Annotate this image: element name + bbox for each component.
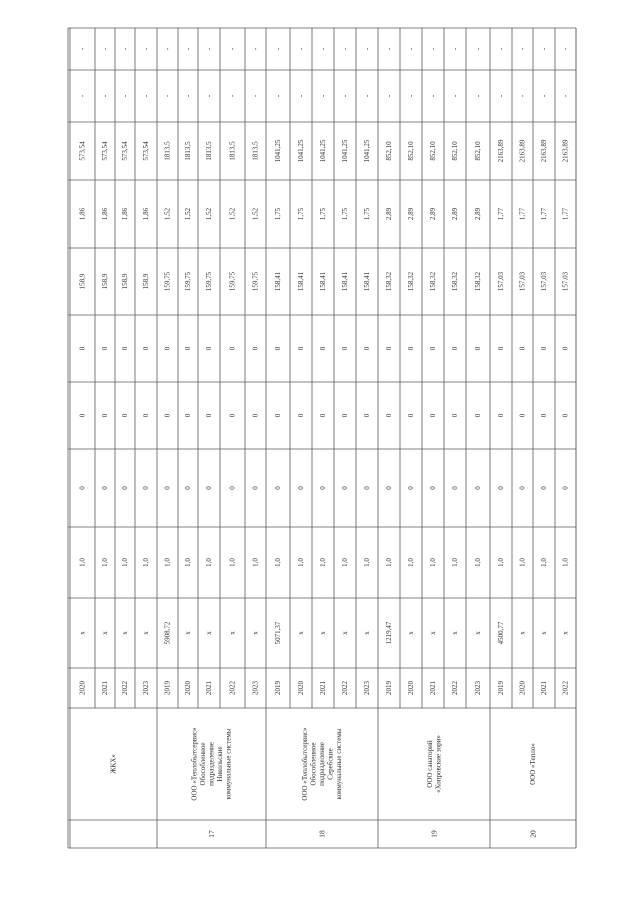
table-cell: 158,41 [319, 271, 327, 292]
table-cell: 0 [274, 346, 282, 351]
table-cell: 2020 [518, 681, 527, 695]
table-cell: - [474, 94, 482, 98]
table-cell: - [518, 47, 527, 51]
table-cell: 0 [540, 346, 548, 351]
table-cell: 2023 [474, 681, 482, 695]
table-cell: 2020 [78, 681, 87, 695]
table-cell: 1,0 [540, 558, 548, 567]
table-cell: - [540, 47, 548, 51]
table-cell: 1041,25 [341, 139, 349, 163]
table-cell: 2,89 [429, 207, 437, 221]
table-cell: 1,52 [184, 207, 192, 221]
table-cell: 0 [251, 413, 260, 418]
table-cell: x [518, 631, 527, 635]
table-cell: x [121, 631, 129, 635]
table-cell: 2022 [451, 681, 459, 695]
table-cell: 1,0 [142, 558, 150, 567]
table-cell: 0 [429, 413, 437, 418]
table-cell: 2163,89 [540, 139, 548, 163]
table-cell: 0 [101, 413, 109, 418]
table-cell: 0 [251, 346, 260, 351]
table-cell: 1,86 [101, 207, 109, 221]
table-cell: 1,0 [497, 558, 505, 567]
table-cell: 158,41 [297, 271, 305, 292]
table-cell: 1,0 [385, 558, 393, 567]
table-cell: 2022 [228, 681, 237, 695]
table-cell: 0 [274, 413, 282, 418]
table-cell: 0 [474, 346, 482, 351]
table-cell: 0 [205, 413, 213, 418]
table-cell: x [474, 631, 482, 635]
table-cell: x [78, 631, 87, 635]
table-cell: 0 [497, 413, 505, 418]
table-cell: 0 [363, 413, 371, 418]
table-cell: - [297, 94, 305, 98]
table-cell: 2023 [142, 681, 150, 695]
row-number: 18 [317, 830, 327, 838]
table-cell: 158,32 [407, 271, 415, 292]
table-cell: 0 [121, 413, 129, 418]
table-cell: 1,77 [561, 207, 570, 221]
table-cell: - [497, 47, 505, 51]
table-cell: 852,10 [451, 141, 459, 161]
table-cell: 852,10 [429, 141, 437, 161]
table-cell: 158,9 [101, 273, 109, 290]
table-cell: 2163,89 [518, 139, 527, 163]
table-cell: - [341, 47, 349, 51]
table-cell: 0 [163, 413, 172, 418]
table-cell: - [518, 94, 527, 98]
table-cell: 2021 [101, 681, 109, 695]
table-cell: - [101, 94, 109, 98]
organization-name-line: Серебские [326, 748, 335, 780]
table-cell: - [540, 94, 548, 98]
table-cell: 0 [540, 486, 548, 490]
organization-name-line: «Хопровские зори» [434, 735, 443, 793]
table-cell: 1813,5 [184, 141, 192, 161]
row-number: 20 [528, 830, 538, 838]
table-cell: - [407, 47, 415, 51]
table-cell: 2019 [497, 681, 505, 695]
table-cell: 0 [142, 413, 150, 418]
table-cell: 0 [101, 486, 109, 490]
table-cell: 2,89 [451, 207, 459, 221]
table-cell: 2019 [274, 681, 282, 695]
table-cell: 1,52 [251, 207, 260, 221]
table-cell: x [205, 631, 213, 635]
table-cell: 2021 [205, 681, 213, 695]
table-cell: 0 [451, 486, 459, 490]
table-cell: 1,0 [297, 558, 305, 567]
table-cell: 1,0 [474, 558, 482, 567]
organization-name-line: подразделение [318, 742, 326, 786]
table-cell: - [363, 94, 371, 98]
table-cell: - [385, 47, 393, 51]
table-cell: 2020 [407, 681, 415, 695]
table-cell: 1219,47 [385, 621, 393, 645]
organization-name-line: Обособленное [309, 742, 318, 786]
table-cell: - [78, 47, 87, 51]
table-cell: 158,41 [363, 271, 371, 292]
table-cell: 2023 [251, 681, 260, 695]
organization-name-line: ЖКХ» [109, 754, 118, 774]
table-cell: x [251, 631, 260, 635]
organization-name-line: Обособленное [199, 742, 207, 786]
table-cell: 0 [228, 486, 237, 490]
table-cell: - [142, 94, 150, 98]
table-cell: 573,54 [78, 141, 87, 161]
table-cell: - [561, 94, 570, 98]
table-cell: 0 [319, 346, 327, 351]
table-cell: 2022 [341, 681, 349, 695]
table-cell: 0 [385, 486, 393, 490]
table-cell: 1,0 [319, 558, 327, 567]
table-cell: 1,52 [228, 207, 237, 221]
table-cell: 159,75 [251, 271, 260, 292]
table-cell: 2020 [184, 681, 192, 695]
table-cell: 1,86 [142, 207, 150, 221]
table-cell: 1,52 [205, 207, 213, 221]
table-cell: 573,54 [121, 141, 129, 161]
table-cell: 0 [78, 413, 87, 418]
table-cell: 2021 [319, 681, 327, 695]
organization-name-line: Никольские [216, 746, 224, 782]
table-cell: 0 [540, 413, 548, 418]
table-cell: 0 [319, 486, 327, 490]
table-cell: 0 [297, 413, 305, 418]
table-cell: 157,03 [561, 271, 570, 292]
table-cell: 0 [205, 486, 213, 490]
table-cell: - [142, 47, 150, 51]
table-cell: 852,10 [474, 141, 482, 161]
table-cell: 573,54 [101, 141, 109, 161]
table-cell: - [205, 94, 213, 98]
table-cell: 157,03 [540, 271, 548, 292]
table-cell: 0 [251, 486, 260, 490]
table-cell: 0 [451, 346, 459, 351]
table-cell: 0 [163, 486, 172, 490]
table-cell: x [101, 631, 109, 635]
table-cell: 0 [497, 346, 505, 351]
table-cell: 0 [142, 346, 150, 351]
row-number: 19 [429, 830, 439, 838]
table-cell: 1,0 [251, 558, 260, 567]
table-cell: 1,0 [184, 558, 192, 567]
table-cell: - [474, 47, 482, 51]
table-cell: 0 [561, 346, 570, 351]
table-cell: 159,75 [163, 271, 172, 292]
table-cell: 0 [341, 346, 349, 351]
table-cell: - [163, 47, 172, 51]
table-cell: - [184, 47, 192, 51]
table-cell: 0 [184, 486, 192, 490]
table-cell: - [121, 47, 129, 51]
table-cell: 0 [561, 413, 570, 418]
table-cell: 0 [184, 413, 192, 418]
table-cell: 1041,25 [297, 139, 305, 163]
table-cell: 0 [363, 346, 371, 351]
table-cell: - [205, 47, 213, 51]
table-cell: 1,86 [121, 207, 129, 221]
table-cell: - [451, 94, 459, 98]
table-cell: 0 [228, 413, 237, 418]
table-cell: 157,03 [497, 271, 505, 292]
table-cell: 158,9 [121, 273, 129, 290]
table-cell: 2163,89 [497, 139, 505, 163]
table-cell: - [561, 47, 570, 51]
table-cell: 1,0 [518, 558, 527, 567]
table-cell: x [142, 631, 150, 635]
table-cell: 0 [341, 486, 349, 490]
table-cell: 1041,25 [363, 139, 371, 163]
row-number: 17 [207, 830, 216, 838]
table-cell: 0 [163, 346, 172, 351]
table-cell: 0 [518, 346, 527, 351]
table-cell: 159,75 [228, 271, 237, 292]
table-cell: x [451, 631, 459, 635]
table-cell: - [274, 94, 282, 98]
table-cell: 1041,25 [274, 139, 282, 163]
table-cell: 0 [319, 413, 327, 418]
table-cell: 1,0 [274, 558, 282, 567]
table-cell: - [363, 47, 371, 51]
table-cell: x [561, 631, 570, 635]
table-cell: 1813,5 [163, 141, 172, 161]
table-cell: - [319, 94, 327, 98]
table-cell: 0 [78, 346, 87, 351]
table-cell: - [121, 94, 129, 98]
table-cell: 0 [341, 413, 349, 418]
organization-name-line: ООО «Теплобытсервис» [190, 727, 199, 801]
table-cell: 158,32 [474, 271, 482, 292]
table-cell: 158,9 [78, 273, 87, 290]
table-cell: 0 [429, 346, 437, 351]
table-cell: 1,0 [101, 558, 109, 567]
table-cell: - [163, 94, 172, 98]
table-cell: 1,75 [319, 207, 327, 221]
table-cell: x [184, 631, 192, 635]
table-cell: 1,0 [163, 558, 172, 567]
table-cell: 2019 [385, 681, 393, 695]
table-cell: 0 [78, 486, 87, 490]
table-cell: 1,75 [274, 207, 282, 221]
table-cell: 0 [101, 346, 109, 351]
table-cell: 1,0 [341, 558, 349, 567]
table-cell: 0 [561, 486, 570, 490]
table-cell: x [540, 631, 548, 635]
organization-name-line: коммунальные системы [335, 728, 343, 800]
table-cell: - [228, 47, 237, 51]
table-cell: 0 [205, 346, 213, 351]
table-cell: 1,52 [163, 207, 172, 221]
table-cell: 0 [363, 486, 371, 490]
table-cell: 2,89 [385, 207, 393, 221]
table-cell: 157,03 [518, 271, 527, 292]
table-cell: - [497, 94, 505, 98]
table-cell: 158,9 [142, 273, 150, 290]
table-cell: 852,10 [407, 141, 415, 161]
table-cell: 159,75 [205, 271, 213, 292]
table-cell: 0 [184, 346, 192, 351]
table-cell: - [274, 47, 282, 51]
table-cell: - [429, 47, 437, 51]
table-cell: 0 [297, 346, 305, 351]
organization-name-line: подразделение [207, 742, 216, 786]
table-cell: x [297, 631, 305, 635]
table-cell: 1,77 [497, 207, 505, 221]
table-cell: - [184, 94, 192, 98]
table-cell: x [429, 631, 437, 635]
table-cell: 0 [497, 486, 505, 490]
table-cell: 0 [518, 486, 527, 490]
table-cell: 0 [297, 486, 305, 490]
table-cell: 0 [274, 486, 282, 490]
table-cell: 0 [407, 486, 415, 490]
table-cell: 159,75 [184, 271, 192, 292]
organization-name-line: ООО «Теплобытсервис» [301, 727, 309, 801]
table-cell: 1813,5 [228, 141, 237, 161]
table-cell: 1813,5 [205, 141, 213, 161]
table-cell: 1,0 [451, 558, 459, 567]
table-cell: 158,32 [451, 271, 459, 292]
table-cell: 0 [385, 413, 393, 418]
table-cell: 0 [121, 486, 129, 490]
table-cell: - [319, 47, 327, 51]
table-cell: 0 [407, 413, 415, 418]
table-cell: - [251, 94, 260, 98]
table-cell: 1,0 [363, 558, 371, 567]
table-cell: - [101, 47, 109, 51]
table-cell: 1,0 [561, 558, 570, 567]
organization-name-line: коммунальные системы [224, 728, 233, 800]
table-cell: x [341, 631, 349, 635]
table-cell: 1,75 [297, 207, 305, 221]
table-cell: 158,32 [429, 271, 437, 292]
table-cell: 0 [451, 413, 459, 418]
table-cell: 1,75 [363, 207, 371, 221]
table-cell: - [451, 47, 459, 51]
table-cell: x [228, 631, 237, 635]
table-cell: 1,0 [205, 558, 213, 567]
table-cell: 1,77 [518, 207, 527, 221]
table-cell: 852,10 [385, 141, 393, 161]
table-cell: 2019 [163, 681, 172, 695]
table-cell: 0 [474, 413, 482, 418]
table-cell: x [319, 631, 327, 635]
table-cell: 2021 [429, 681, 437, 695]
table-cell: - [78, 94, 87, 98]
table-cell: 2022 [121, 681, 129, 695]
table-cell: 0 [429, 486, 437, 490]
table-cell: 2021 [540, 681, 548, 695]
table-cell: 0 [228, 346, 237, 351]
table-cell: 158,32 [385, 271, 393, 292]
table-cell: 2020 [297, 681, 305, 695]
table-cell: - [341, 94, 349, 98]
table-cell: 0 [121, 346, 129, 351]
table-cell: 1813,5 [251, 141, 260, 161]
table-cell: 0 [385, 346, 393, 351]
table-cell: x [407, 631, 415, 635]
organization-name-line: ООО «Тепло» [529, 743, 537, 785]
table-cell: - [407, 94, 415, 98]
table-cell: - [297, 47, 305, 51]
table-cell: 0 [518, 413, 527, 418]
table-cell: 0 [407, 346, 415, 351]
table-cell: 2,89 [474, 207, 482, 221]
table-cell: 1,0 [228, 558, 237, 567]
table-cell: 2023 [363, 681, 371, 695]
table-cell: 2163,89 [561, 139, 570, 163]
table-cell: - [429, 94, 437, 98]
table-cell: 0 [142, 486, 150, 490]
table-cell: 1,0 [78, 558, 87, 567]
table-cell: 1,0 [407, 558, 415, 567]
table-cell: x [363, 631, 371, 635]
table-cell: 1,0 [429, 558, 437, 567]
table-cell: 158,41 [341, 271, 349, 292]
table-cell: - [228, 94, 237, 98]
table-cell: 5071,37 [274, 621, 282, 645]
table-cell: - [385, 94, 393, 98]
table-cell: 1,77 [540, 207, 548, 221]
table-cell: 1,86 [78, 207, 87, 221]
table-cell: 5908,72 [163, 621, 172, 645]
table-cell: 1,0 [121, 558, 129, 567]
table-cell: 1041,25 [319, 139, 327, 163]
table-cell: 573,54 [142, 141, 150, 161]
organization-name-line: ООО санаторий [425, 740, 434, 788]
table-cell: - [251, 47, 260, 51]
table-cell: 0 [474, 486, 482, 490]
table-cell: 2022 [561, 681, 570, 695]
table-cell: 158,41 [274, 271, 282, 292]
table-cell: 1,75 [341, 207, 349, 221]
table-cell: 2,89 [407, 207, 415, 221]
table-cell: 4500,77 [497, 621, 505, 645]
